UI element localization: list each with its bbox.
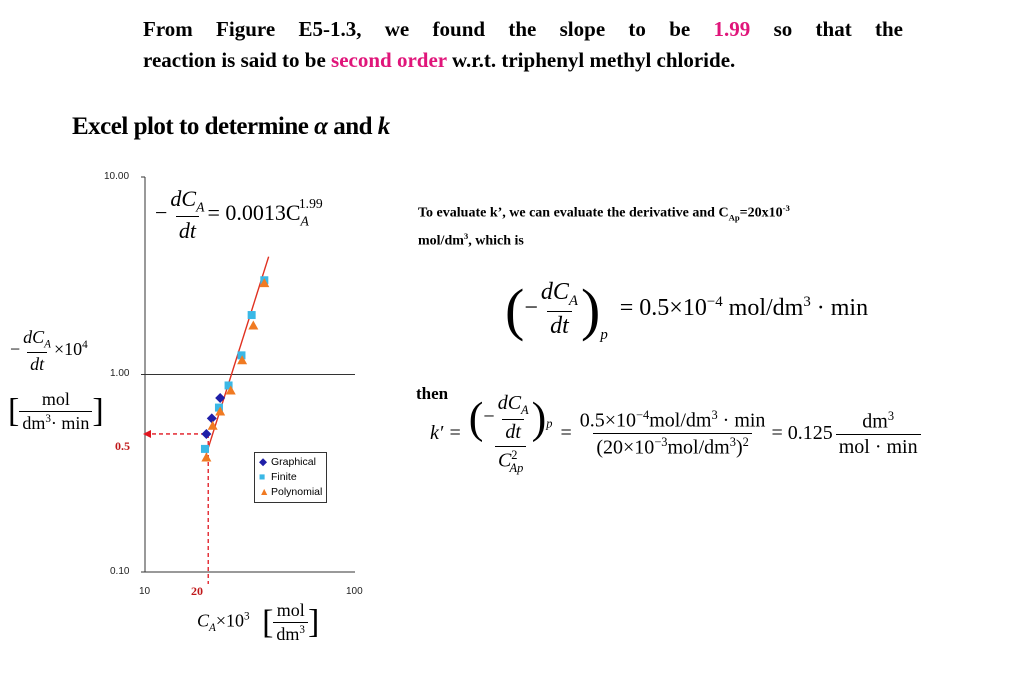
intro-line-1: From Figure E5-1.3, we found the slope to be 1.99 so that the: [143, 17, 903, 41]
x-tick-10: 10: [139, 586, 151, 597]
y-axis-label: − $\frac{dC_A}{dt}$ $\times 10^4$: [10, 327, 88, 374]
x-axis-label: $C_A\times 10^3$ [ $\frac{\text{mol}}{dm^3}$ ]: [197, 600, 320, 644]
polynomial-point-5: [248, 321, 258, 330]
graphical-point-1: [207, 413, 217, 423]
finite-point-0: [201, 445, 209, 453]
evaluate-paragraph: To evaluate k’, we can evaluate the derivative and $C_{Ap}=20x10^{-3}$ mol/$dm^3$, which is: [418, 203, 790, 250]
intro-line-2: reaction is said to be second order w.r.t. triphenyl methyl chloride.: [143, 48, 736, 72]
legend-polynomial: ▲ Polynomial: [259, 486, 323, 498]
k-prime-equation: k′ = (− $\frac{dC_A}{dt}$ )$_p$ $C^2_{Ap}$ = $\frac{0.5\times 10^{-4}mol/dm^3 \cdot \min}{(20\times 10^{-3}mol/dm^3)^2}$ = 0.125 $\frac{dm^3}{\text{mol · min}}$: [430, 392, 921, 476]
graphical-point-2: [215, 393, 225, 403]
graphical-point-0: [201, 429, 211, 439]
finite-point-4: [248, 311, 256, 319]
y-tick-10: 10.00: [104, 171, 130, 182]
y-tick-0-1: 0.10: [110, 566, 130, 577]
excel-plot-title: Excel plot to determine α and k: [72, 113, 390, 140]
guide-lines: [143, 430, 208, 584]
order-value: second order: [331, 48, 447, 72]
y-tick-1: 1.00: [110, 368, 130, 379]
y-axis-unit: [ $\frac{\text{mol}}{dm^3\cdot \min}$ ]: [8, 389, 104, 433]
x-highlight-20: 20: [191, 584, 203, 598]
then-label: then: [416, 384, 449, 403]
slope-value: 1.99: [713, 17, 751, 41]
polynomial-point-0: [201, 452, 211, 461]
x-tick-100: 100: [346, 586, 363, 597]
derivative-equation: (− $\frac{dC_A}{dt}$ )$_p = 0.5\times 10^{-4}$ mol/$dm^3 \cdot \min$: [505, 277, 869, 343]
legend-graphical: ◆ Graphical: [259, 456, 316, 468]
legend-finite: ■ Finite: [259, 471, 297, 483]
legend: [254, 452, 327, 503]
data-points: [201, 276, 269, 461]
guide-arrow: [143, 430, 151, 438]
fit-equation: − $\frac{dC_A}{dt}$ = $0.0013C_A^{1.99}$: [155, 186, 323, 244]
y-highlight-0-5: 0.5: [115, 439, 130, 453]
